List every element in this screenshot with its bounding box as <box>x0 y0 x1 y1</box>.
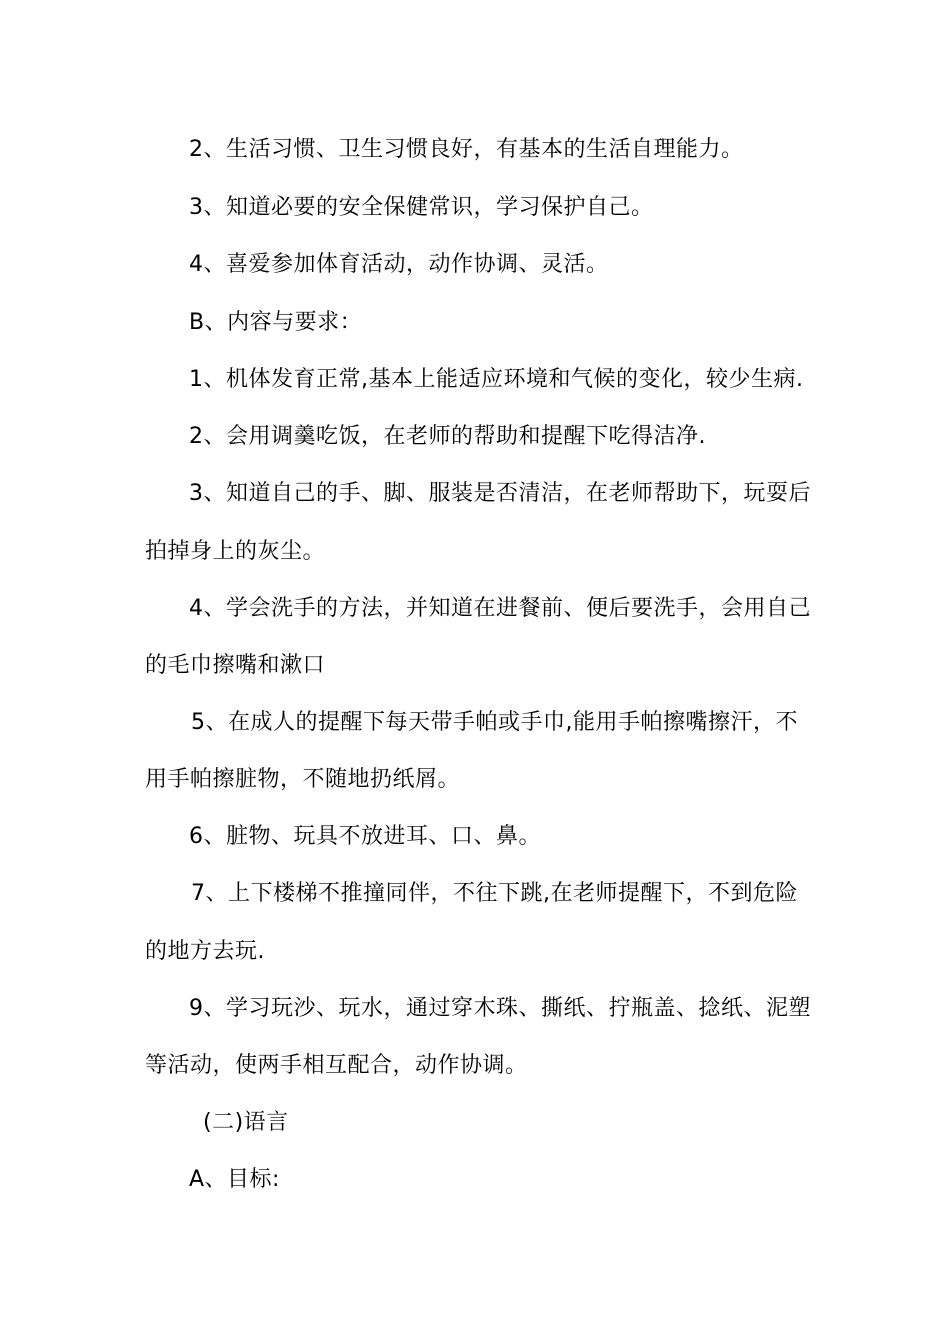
subsection-heading-goals: A、目标: <box>189 1167 280 1192</box>
requirement-item-6: 6、脏物、玩具不放进耳、口、鼻。 <box>189 824 541 849</box>
requirement-item-2: 2、会用调羹吃饭，在老师的帮助和提醒下吃得洁净. <box>189 424 706 449</box>
requirement-item-3-continued: 拍掉身上的灰尘。 <box>145 539 326 564</box>
requirement-item-9-continued: 等活动，使两手相互配合，动作协调。 <box>145 1053 528 1078</box>
section-heading-b: B、内容与要求： <box>189 310 363 335</box>
paragraph-item-3: 3、知道必要的安全保健常识，学习保护自己。 <box>189 195 654 220</box>
requirement-item-4-continued: 的毛巾擦嘴和漱口 <box>145 653 326 678</box>
requirement-item-9: 9、学习玩沙、玩水，通过穿木珠、撕纸、拧瓶盖、捻纸、泥塑 <box>189 996 811 1021</box>
requirement-item-3: 3、知道自己的手、脚、服装是否清洁，在老师帮助下，玩耍后 <box>189 481 811 506</box>
paragraph-item-2: 2、生活习惯、卫生习惯良好，有基本的生活自理能力。 <box>189 137 744 162</box>
requirement-item-5-continued: 用手帕擦脏物，不随地扔纸屑。 <box>145 767 461 792</box>
section-heading-language: (二)语言 <box>203 1110 289 1135</box>
requirement-item-7: 7、上下楼梯不推撞同伴，不往下跳,在老师提醒下，不到危险 <box>191 881 798 906</box>
requirement-item-5: 5、在成人的提醒下每天带手帕或手巾,能用手帕擦嘴擦汗，不 <box>191 710 798 735</box>
paragraph-item-4: 4、喜爱参加体育活动，动作协调、灵活。 <box>189 252 609 277</box>
requirement-item-7-continued: 的地方去玩. <box>145 939 265 964</box>
requirement-item-1: 1、机体发育正常,基本上能适应环境和气候的变化，较少生病. <box>189 367 804 392</box>
requirement-item-4: 4、学会洗手的方法，并知道在进餐前、便后要洗手，会用自己 <box>189 596 811 621</box>
